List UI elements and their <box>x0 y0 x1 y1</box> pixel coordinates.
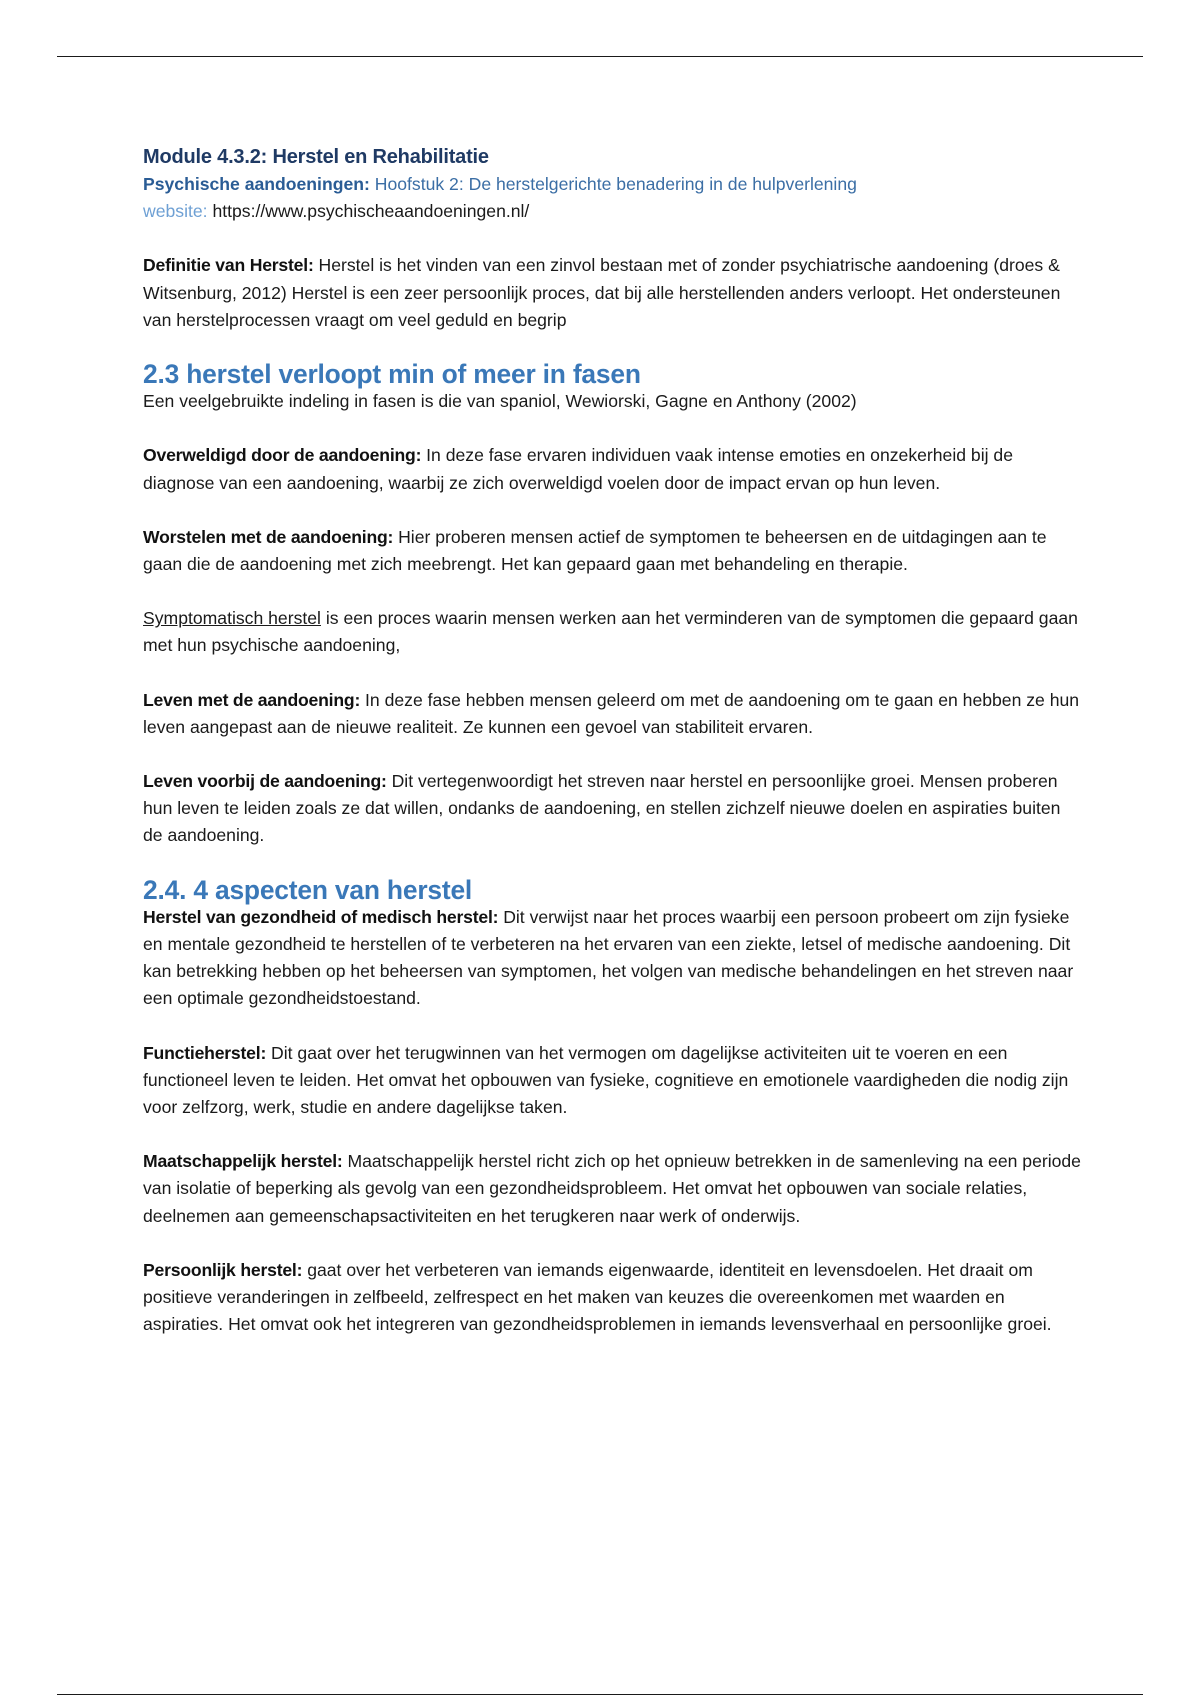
aspect-term: Maatschappelijk herstel: <box>143 1151 343 1172</box>
website-label: website: <box>143 201 208 222</box>
aspect-personal <box>143 1257 1083 1339</box>
aspect-text: Dit gaat over het terugwinnen van het vermogen om dagelijkse activiteiten uit te voeren en een functioneel leven te leiden. Het omvat het opbouwen van fysieke, cognitieve en emotionele vaardigheden die nodig zijn voor zelfzorg, werk, studie en andere dagelijkse taken. <box>143 1042 1069 1118</box>
phase-struggling <box>143 524 1083 578</box>
symptomatic-text: is een proces waarin mensen werken aan het verminderen van de symptomen die gepaard gaan met hun psychische aandoening, <box>143 608 1078 656</box>
aspect-functional <box>143 1040 1083 1122</box>
phase-term: Leven voorbij de aandoening: <box>143 771 387 792</box>
symptomatic-recovery <box>143 605 1083 659</box>
phase-term: Leven met de aandoening: <box>143 689 361 710</box>
bottom-rule <box>57 1694 1143 1695</box>
phase-text: Hier proberen mensen actief de symptomen te beheersen en de uitdagingen aan te gaan die de aandoening met zich meebrengt. Het kan gepaard gaan met behandeling en therapie. <box>143 526 1047 575</box>
phase-overwhelmed <box>143 442 1083 496</box>
document-body <box>143 143 1083 1339</box>
phases-intro: Een veelgebruikte indeling in fasen is die van spaniol, Wewiorski, Gagne en Anthony (2002) <box>143 391 857 412</box>
aspect-text: Maatschappelijk herstel richt zich op het opnieuw betrekken in de samenleving na een periode van isolatie of beperking als gevolg van een gezondheidsprobleem. Het omvat het opbouwen van sociale relaties, deelnemen aan gemeenschapsactiviteiten en het terugkeren naar werk of onderwijs. <box>143 1151 1081 1226</box>
section-heading-aspects: 2.4. 4 aspecten van herstel <box>143 874 473 905</box>
phase-living-with <box>143 687 1083 741</box>
phase-term: Overweldigd door de aandoening: <box>143 445 422 466</box>
section-heading-phases: 2.3 herstel verloopt min of meer in fasen <box>143 359 641 390</box>
aspect-term: Persoonlijk herstel: <box>143 1259 303 1280</box>
aspect-term: Functieherstel: <box>143 1042 267 1063</box>
phase-term: Worstelen met de aandoening: <box>143 526 394 547</box>
website-line <box>143 198 1083 225</box>
aspect-text: Dit verwijst naar het proces waarbij een persoon probeert om zijn fysieke en mentale gezondheid te herstellen of te verbeteren na het ervaren van een ziekte, letsel of medische aandoening. Dit kan betrekking hebben op het beheersen van symptomen, het volgen van medische behandelingen en het streven naar een optimale gezondheidstoestand. <box>143 906 1074 1009</box>
definition-text: Herstel is het vinden van een zinvol bestaan met of zonder psychiatrische aandoening (droes & Witsenburg, 2012) Herstel is een zeer persoonlijk proces, dat bij alle herstellenden anders verloopt. Het ondersteunen van herstelprocessen vraagt om veel geduld en begrip <box>143 255 1061 330</box>
aspect-medical <box>143 904 1083 1013</box>
aspect-text: gaat over het verbeteren van iemands eigenwaarde, identiteit en levensdoelen. Het draait om positieve veranderingen in zelfbeeld, zelfrespect en het maken van keuzes die overeenkomen met waarden en aspiraties. Het omvat ook het integreren van gezondheidsproblemen in iemands levensverhaal en persoonlijke groei. <box>143 1259 1052 1335</box>
top-rule <box>57 56 1143 57</box>
phase-living-beyond <box>143 768 1083 850</box>
definition-paragraph <box>143 252 1083 334</box>
source-value: Hoofstuk 2: De herstelgerichte benadering in de hulpverlening <box>374 174 857 194</box>
module-title: Module 4.3.2: Herstel en Rehabilitatie <box>143 146 489 168</box>
source-label: Psychische aandoeningen: <box>143 174 370 194</box>
source-line <box>143 171 1083 198</box>
phase-text: In deze fase ervaren individuen vaak intense emoties en onzekerheid bij de diagnose van een aandoening, waarbij ze zich overweldigd voelen door de impact ervan op hun leven. <box>143 445 1013 493</box>
symptomatic-term: Symptomatisch herstel <box>143 608 321 629</box>
website-url: https://www.psychischeaandoeningen.nl/ <box>212 201 530 222</box>
definition-term: Definitie van Herstel: <box>143 255 314 276</box>
aspect-social <box>143 1148 1083 1230</box>
phase-text: In deze fase hebben mensen geleerd om met de aandoening om te gaan en hebben ze hun leven aangepast aan de nieuwe realiteit. Ze kunnen een gevoel van stabiliteit ervaren. <box>143 689 1080 737</box>
aspect-term: Herstel van gezondheid of medisch herstel: <box>143 906 499 927</box>
phase-text: Dit vertegenwoordigt het streven naar herstel en persoonlijke groei. Mensen proberen hun leven te leiden zoals ze dat willen, ondanks de aandoening, en stellen zichzelf nieuwe doelen en aspiraties buiten de aandoening. <box>143 771 1061 846</box>
